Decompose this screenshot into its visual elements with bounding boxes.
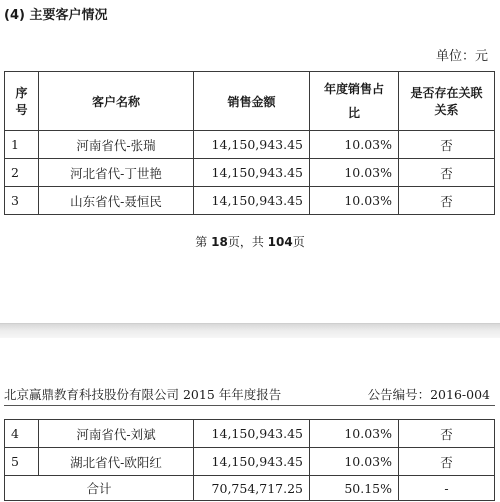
table-row: [5, 420, 495, 448]
report-header-code: 公告编号：2016-004: [367, 387, 490, 402]
cell-related-party: 否: [399, 448, 495, 476]
header-sales-amount: 销售金额: [194, 72, 310, 131]
cell-annual-share: 10.03%: [310, 420, 399, 448]
report-header-company: 北京赢鼎教育科技股份有限公司 2015 年年度报告: [4, 387, 282, 402]
cell-related-party: 否: [399, 159, 495, 187]
section-title: (4) 主要客户情况: [4, 8, 108, 23]
cell-related-party: 否: [399, 187, 495, 215]
page-number-suffix: 页: [292, 235, 305, 249]
total-label: 合计: [5, 476, 194, 501]
total-row: [5, 476, 495, 501]
cell-customer-name: 湖北省代-欧阳红: [39, 448, 194, 476]
cell-related-party: 否: [399, 420, 495, 448]
cell-customer-name: 河南省代-刘斌: [39, 420, 194, 448]
cell-customer-name: 河南省代-张瑞: [39, 131, 194, 159]
total-amount: 70,754,717.25: [194, 476, 310, 501]
page-number-total: 104: [267, 235, 293, 249]
total-share: 50.15%: [310, 476, 399, 501]
header-annual-share: 年度销售占 比: [310, 72, 399, 131]
table-row: [5, 448, 495, 476]
cell-index: 4: [5, 420, 39, 448]
cell-index: 5: [5, 448, 39, 476]
page-number-middle: 页，共: [227, 235, 268, 249]
page-number: [0, 233, 500, 250]
cell-sales-amount: 14,150,943.45: [194, 448, 310, 476]
cell-sales-amount: 14,150,943.45: [194, 420, 310, 448]
cell-index: 2: [5, 159, 39, 187]
page-number-prefix: 第: [195, 235, 212, 249]
cell-customer-name: 山东省代-聂恒民: [39, 187, 194, 215]
cell-index: 3: [5, 187, 39, 215]
customer-table-page1: [4, 71, 495, 215]
page-break-gap: [0, 323, 500, 338]
table-row: [5, 159, 495, 187]
cell-annual-share: 10.03%: [310, 187, 399, 215]
header-related-party: 是否存在关联关系: [399, 72, 495, 131]
unit-label: 单位：元: [435, 49, 488, 64]
cell-annual-share: 10.03%: [310, 131, 399, 159]
cell-annual-share: 10.03%: [310, 159, 399, 187]
header-divider: [4, 405, 495, 406]
cell-customer-name: 河北省代-丁世艳: [39, 159, 194, 187]
cell-sales-amount: 14,150,943.45: [194, 159, 310, 187]
cell-index: 1: [5, 131, 39, 159]
cell-sales-amount: 14,150,943.45: [194, 187, 310, 215]
cell-annual-share: 10.03%: [310, 448, 399, 476]
cell-sales-amount: 14,150,943.45: [194, 131, 310, 159]
cell-related-party: 否: [399, 131, 495, 159]
header-index: 序号: [5, 72, 39, 131]
table-row: [5, 131, 495, 159]
customer-table-page2: [4, 419, 495, 501]
table-header-row: [5, 72, 495, 131]
table-row: [5, 187, 495, 215]
page-number-current: 18: [211, 235, 228, 249]
header-customer-name: 客户名称: [39, 72, 194, 131]
total-related-party: -: [399, 476, 495, 501]
